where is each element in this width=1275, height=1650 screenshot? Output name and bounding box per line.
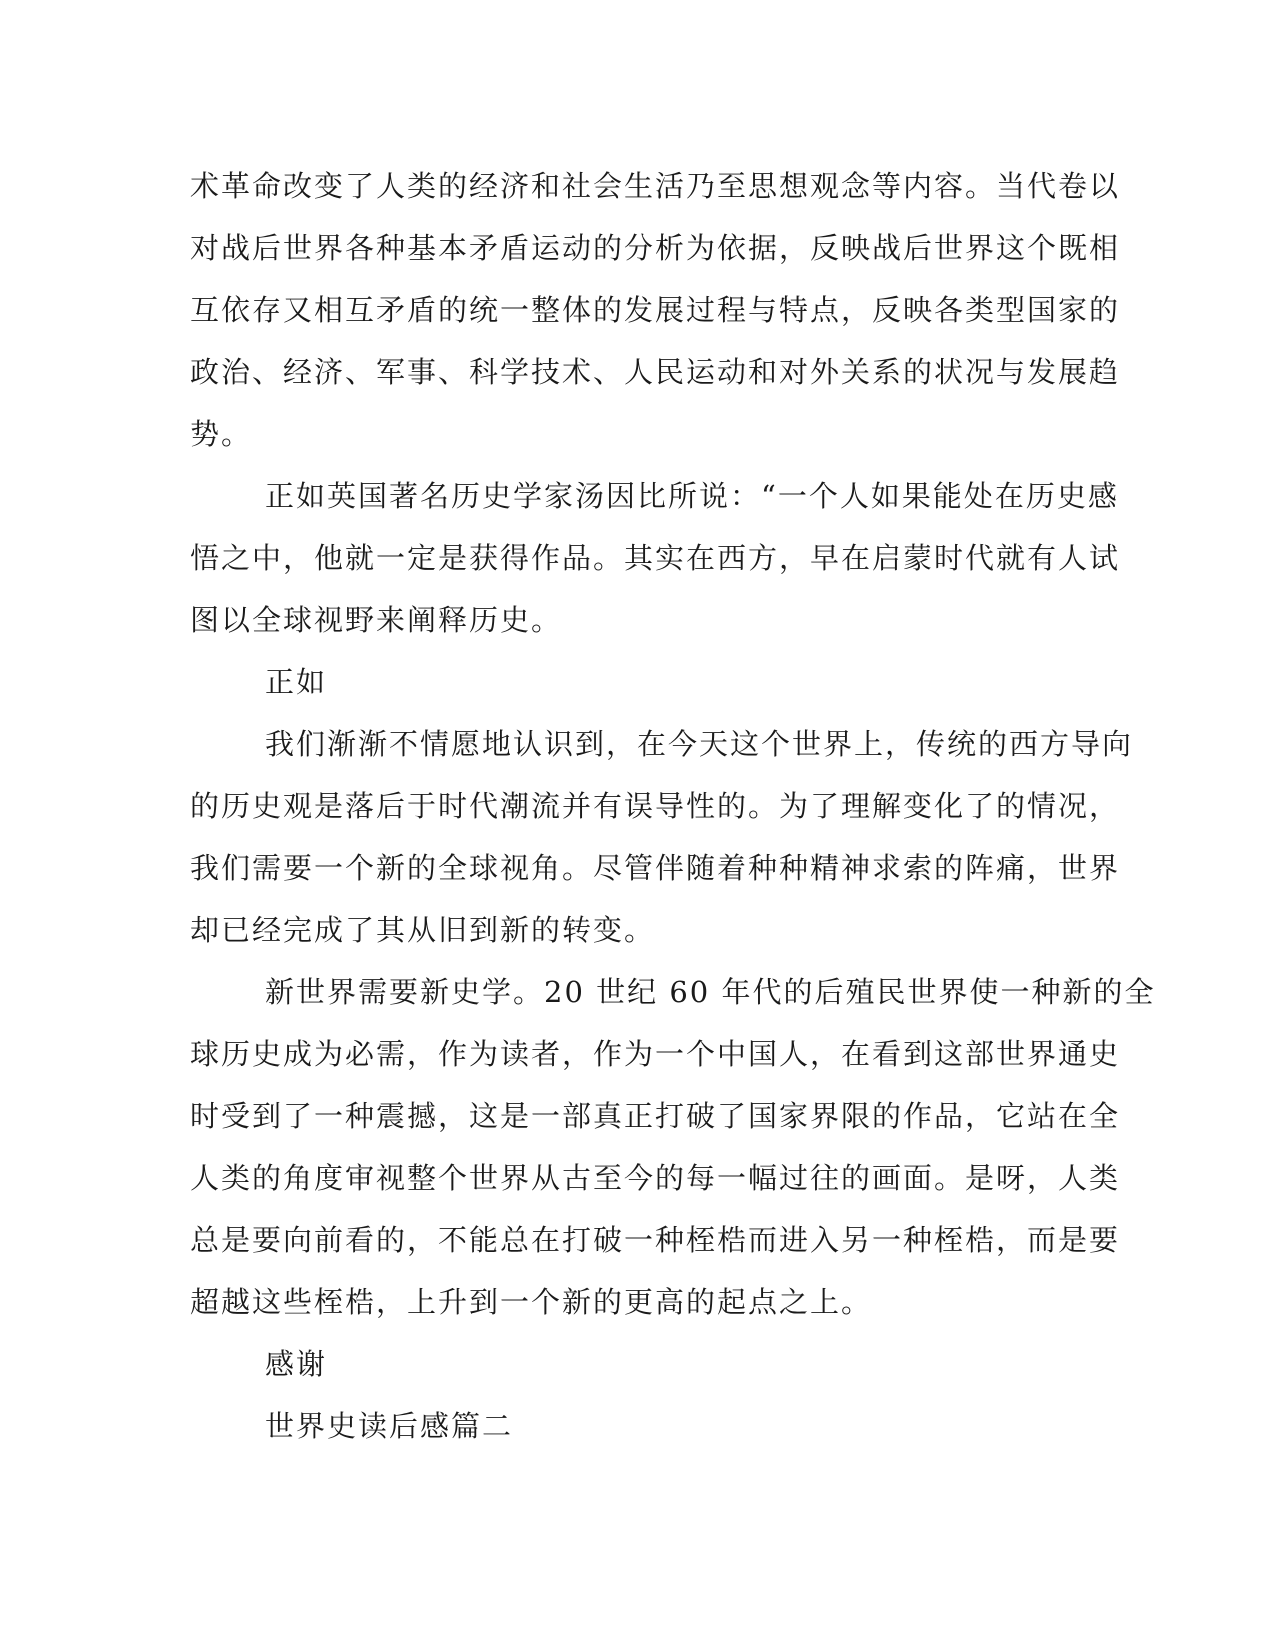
text-line: 新世界需要新史学。20 世纪 60 年代的后殖民世界使一种新的全 bbox=[265, 975, 1156, 1009]
text-line: 我们渐渐不情愿地认识到，在今天这个世界上，传统的西方导向 bbox=[265, 727, 1134, 761]
text-line: 总是要向前看的，不能总在打破一种桎梏而进入另一种桎梏，而是要 bbox=[190, 1223, 1121, 1257]
text-line: 的历史观是落后于时代潮流并有误导性的。为了理解变化了的情况， bbox=[190, 789, 1121, 823]
text-line: 术革命改变了人类的经济和社会生活乃至思想观念等内容。当代卷以 bbox=[190, 169, 1121, 203]
text-line: 势。 bbox=[190, 417, 253, 451]
text-line: 正如 bbox=[265, 665, 328, 699]
text-line: 时受到了一种震撼，这是一部真正打破了国家界限的作品，它站在全 bbox=[190, 1099, 1121, 1133]
text-line: 对战后世界各种基本矛盾运动的分析为依据，反映战后世界这个既相 bbox=[190, 231, 1121, 265]
text-line: 正如英国著名历史学家汤因比所说：“一个人如果能处在历史感 bbox=[265, 479, 1119, 513]
text-line: 互依存又相互矛盾的统一整体的发展过程与特点，反映各类型国家的 bbox=[190, 293, 1121, 327]
text-line: 球历史成为必需，作为读者，作为一个中国人，在看到这部世界通史 bbox=[190, 1037, 1121, 1071]
text-line: 感谢 bbox=[265, 1347, 328, 1381]
text-line: 图以全球视野来阐释历史。 bbox=[190, 603, 563, 637]
text-line: 悟之中，他就一定是获得作品。其实在西方，早在启蒙时代就有人试 bbox=[190, 541, 1121, 575]
text-line: 超越这些桎梏，上升到一个新的更高的起点之上。 bbox=[190, 1285, 873, 1319]
text-line: 人类的角度审视整个世界从古至今的每一幅过往的画面。是呀，人类 bbox=[190, 1161, 1121, 1195]
text-line: 政治、经济、军事、科学技术、人民运动和对外关系的状况与发展趋 bbox=[190, 355, 1121, 389]
text-line: 世界史读后感篇二 bbox=[265, 1409, 514, 1443]
text-line: 我们需要一个新的全球视角。尽管伴随着种种精神求索的阵痛，世界 bbox=[190, 851, 1121, 885]
body-text bbox=[190, 155, 1156, 1457]
text-line: 却已经完成了其从旧到新的转变。 bbox=[190, 913, 656, 947]
